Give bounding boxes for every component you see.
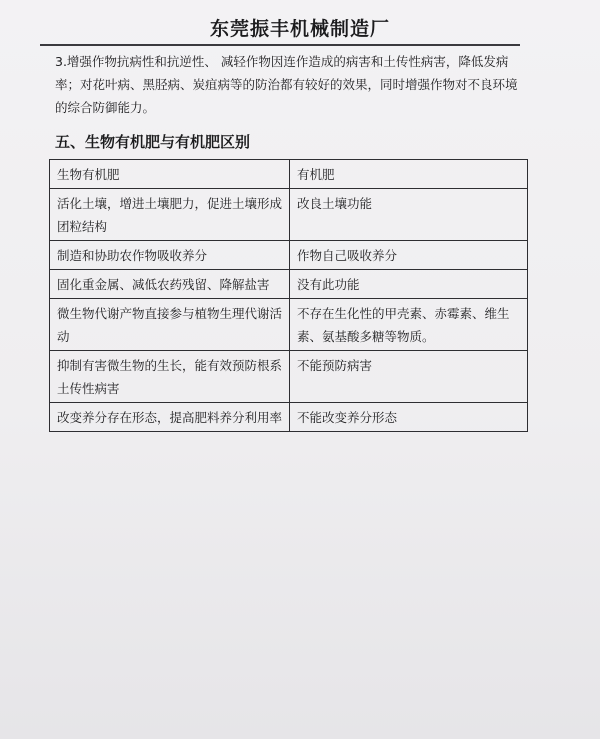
table-cell-bio: 活化土壤，增进土壤肥力，促进土壤形成团粒结构: [50, 189, 290, 241]
section-heading: 五、生物有机肥与有机肥区别: [55, 133, 251, 151]
table-row: [50, 189, 528, 241]
table-cell-organic: 作物自己吸收养分: [290, 241, 528, 270]
table-cell-organic: 不能预防病害: [290, 351, 528, 403]
table-cell-organic: 改良土壤功能: [290, 189, 528, 241]
comparison-table: [49, 159, 528, 432]
table-row: [50, 403, 528, 432]
table-row: [50, 351, 528, 403]
table-cell-bio: 制造和协助农作物吸收养分: [50, 241, 290, 270]
table-row: [50, 299, 528, 351]
table-cell-bio: 改变养分存在形态，提高肥料养分利用率: [50, 403, 290, 432]
document-header-title: 东莞振丰机械制造厂: [209, 18, 390, 40]
header-divider: [40, 44, 520, 46]
header-bio-organic-fertilizer: 生物有机肥: [50, 160, 290, 189]
table-cell-bio: 抑制有害微生物的生长，能有效预防根系土传性病害: [50, 351, 290, 403]
table-cell-bio: 微生物代谢产物直接参与植物生理代谢活动: [50, 299, 290, 351]
table-header-row: [50, 160, 528, 189]
table-cell-organic: 没有此功能: [290, 270, 528, 299]
header-organic-fertilizer: 有机肥: [290, 160, 528, 189]
table-row: [50, 270, 528, 299]
table-cell-organic: 不存在生化性的甲壳素、赤霉素、维生素、氨基酸多糖等物质。: [290, 299, 528, 351]
intro-paragraph: 3.增强作物抗病性和抗逆性、 减轻作物因连作造成的病害和土传性病害，降低发病率；对花叶病、黑胫病、炭疽病等的防治都有较好的效果，同时增强作物对不良环境的综合防御能力。: [55, 54, 518, 115]
table-cell-bio: 固化重金属、减低农药残留、降解盐害: [50, 270, 290, 299]
table-cell-organic: 不能改变养分形态: [290, 403, 528, 432]
table-row: [50, 241, 528, 270]
